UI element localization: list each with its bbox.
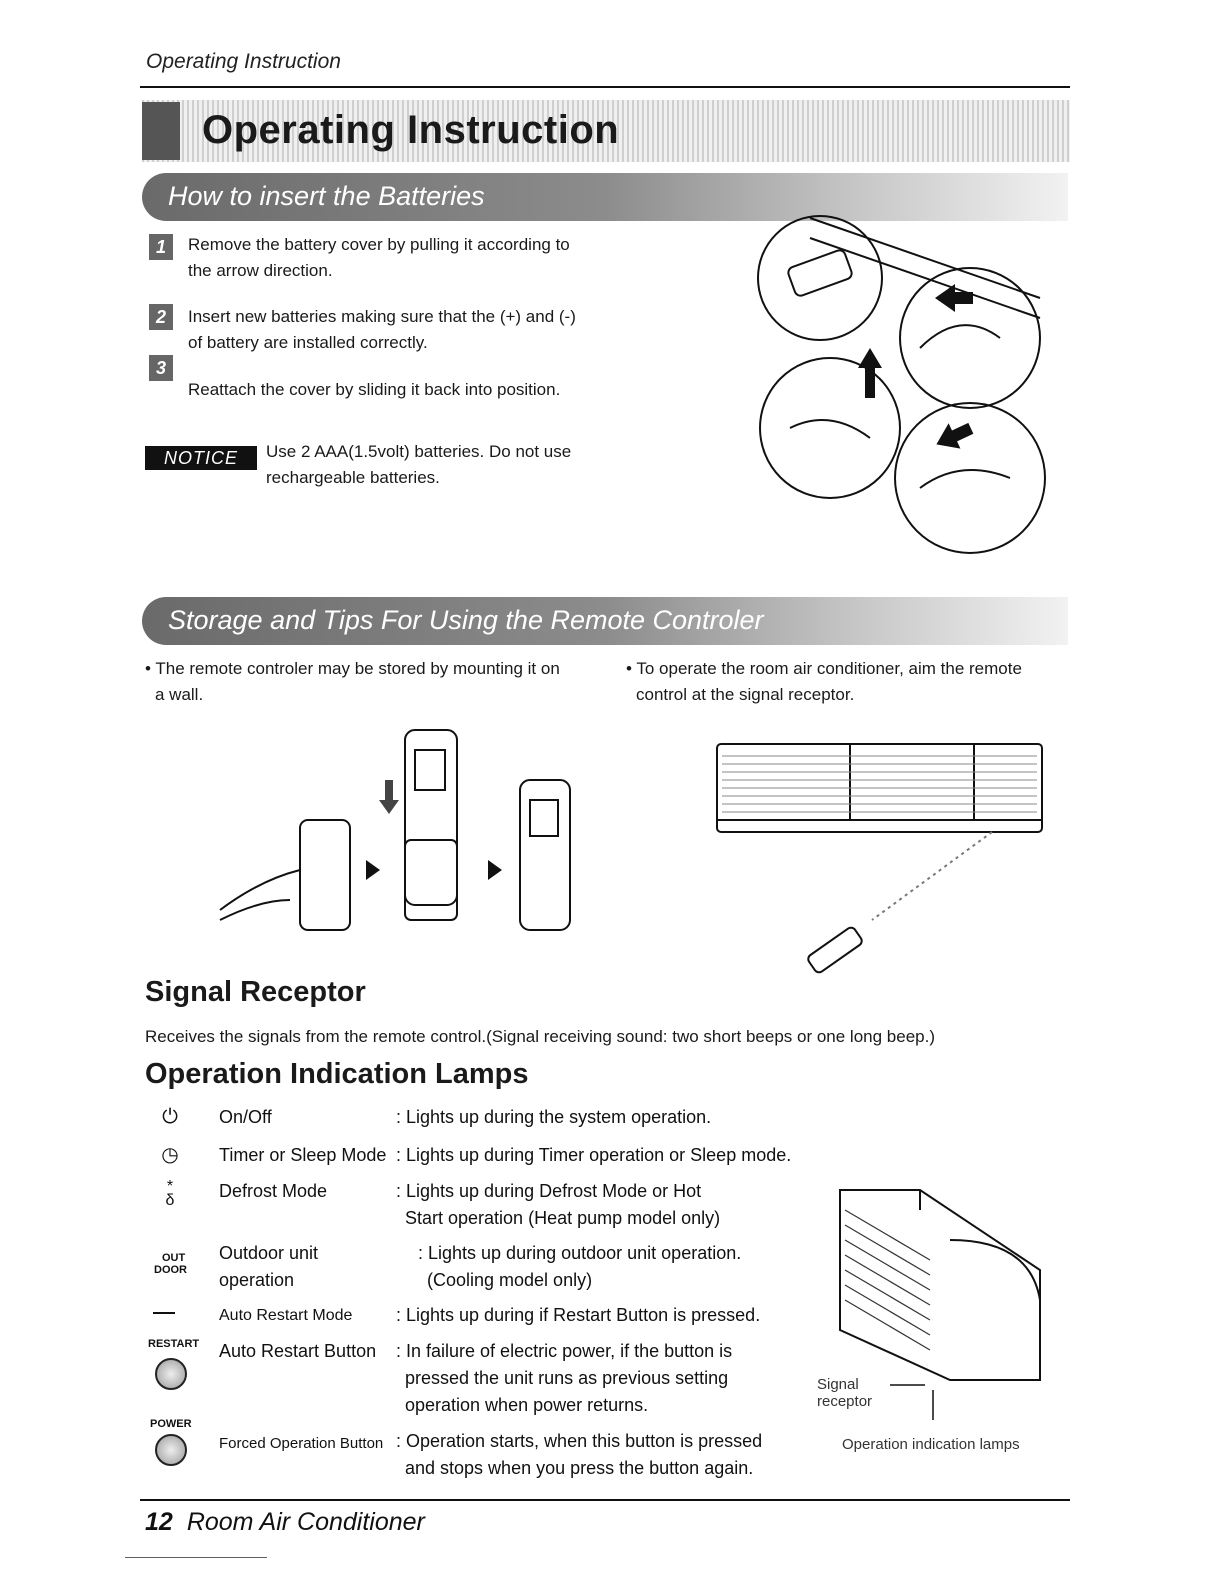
header-rule	[140, 86, 1070, 88]
lamp-desc-line1: : In failure of electric power, if the button is	[396, 1341, 733, 1361]
lamp-desc: : Lights up during Timer operation or Sleep mode.	[396, 1145, 792, 1165]
callout-line2: receptor	[817, 1393, 873, 1410]
storage-tip-left-line1: • The remote controler may be stored by mounting it on	[145, 659, 560, 678]
lamp-name: Defrost Mode	[219, 1181, 328, 1201]
signal-receptor-text: Receives the signals from the remote control.(Signal receiving sound: two short beeps or one long beep.)	[145, 1027, 935, 1046]
lamp-desc-line2: and stops when you press the button again.	[405, 1458, 754, 1478]
section-heading-storage	[142, 597, 1068, 645]
lamp-row-auto-restart-mode	[0, 1302, 820, 1332]
page-number: 12	[145, 1508, 173, 1536]
lamp-row-forced-operation	[0, 1418, 820, 1482]
outdoor-icon-label	[154, 1252, 187, 1276]
lamp-name	[219, 1240, 318, 1294]
lamp-name-line1: Outdoor unit	[219, 1243, 319, 1263]
lamp-row-outdoor	[0, 1240, 820, 1300]
restart-button-icon	[155, 1358, 187, 1390]
lamp-desc	[396, 1338, 816, 1419]
section-heading-text: How to insert the Batteries	[168, 181, 485, 211]
step-2-line1: Insert new batteries making sure that the (+) and (-)	[188, 307, 576, 326]
restart-icon-label: RESTART	[148, 1338, 200, 1350]
lamp-desc-line1: : Lights up during outdoor unit operation.	[418, 1243, 742, 1263]
operation-lamps-callout: Operation indication lamps	[842, 1436, 1020, 1453]
running-header: Operating Instruction	[146, 50, 341, 73]
title-bar	[142, 100, 1070, 162]
timer-icon: ◷	[161, 1144, 179, 1166]
footer-rule	[140, 1499, 1070, 1501]
page-footer	[145, 1508, 425, 1537]
notice-line1: Use 2 AAA(1.5volt) batteries. Do not use	[266, 442, 572, 461]
lamps-heading: Operation Indication Lamps	[145, 1058, 529, 1090]
signal-receptor-callout	[817, 1376, 872, 1410]
step-badge-1: 1	[149, 234, 173, 260]
lamp-name: Auto Restart Mode	[219, 1307, 353, 1324]
outdoor-icon-text2: DOOR	[154, 1264, 187, 1276]
lamp-desc-line1: : Lights up during Defrost Mode or Hot	[396, 1181, 702, 1201]
lamp-desc-line1: : Operation starts, when this button is pressed	[396, 1431, 763, 1451]
lamp-desc: : Lights up during the system operation.	[396, 1107, 712, 1127]
footer-title: Room Air Conditioner	[186, 1508, 425, 1536]
power-button-label: POWER	[150, 1418, 192, 1430]
storage-tip-left-line2: a wall.	[155, 685, 204, 704]
callout-line1: Signal	[817, 1376, 859, 1393]
signal-receptor-heading: Signal Receptor	[145, 976, 366, 1008]
lamp-name-line2: operation	[219, 1270, 295, 1290]
step-2-text	[188, 304, 576, 356]
storage-tip-right	[626, 656, 1022, 708]
step-1-line1: Remove the battery cover by pulling it according to	[188, 235, 570, 254]
storage-tip-right-line1: • To operate the room air conditioner, aim the remote	[626, 659, 1022, 678]
lamp-desc-line3: operation when power returns.	[405, 1395, 649, 1415]
notice-text	[266, 439, 571, 491]
aim-remote-illustration	[712, 740, 1052, 990]
lamp-row-onoff	[0, 1104, 820, 1134]
outdoor-icon-text1: OUT	[162, 1252, 186, 1264]
lamp-name: On/Off	[219, 1107, 272, 1127]
step-badge-3: 3	[149, 355, 173, 381]
lamp-desc-line2: (Cooling model only)	[427, 1270, 593, 1290]
lamp-name: Forced Operation Button	[219, 1435, 384, 1452]
lamp-row-auto-restart-button	[0, 1338, 820, 1418]
step-1-text	[188, 232, 570, 284]
section-heading-text: Storage and Tips For Using the Remote Controler	[168, 605, 764, 635]
lamp-desc-line2: Start operation (Heat pump model only)	[405, 1208, 721, 1228]
step-1-line2: the arrow direction.	[188, 261, 333, 280]
lamp-desc-line2: pressed the unit runs as previous setting	[405, 1368, 729, 1388]
defrost-icon: * δ	[165, 1178, 175, 1209]
restart-lamp-icon	[153, 1312, 175, 1314]
storage-tip-right-line2: control at the signal receptor.	[636, 685, 855, 704]
page-title: Operating Instruction	[202, 108, 620, 152]
step-3-text: Reattach the cover by sliding it back into position.	[188, 380, 561, 399]
step-2-line2: of battery are installed correctly.	[188, 333, 428, 352]
lamp-desc	[396, 1428, 816, 1482]
footer-link-underline	[125, 1557, 267, 1558]
lamp-name: Auto Restart Button	[219, 1341, 377, 1361]
wall-mount-illustration	[200, 720, 600, 950]
power-button-icon	[155, 1434, 187, 1466]
lamp-row-defrost	[0, 1178, 820, 1238]
notice-line2: rechargeable batteries.	[266, 468, 440, 487]
lamp-row-timer	[0, 1142, 820, 1172]
storage-tip-left	[145, 656, 560, 708]
step-badge-2: 2	[149, 304, 173, 330]
lamp-name: Timer or Sleep Mode	[219, 1145, 387, 1165]
lamp-desc: : Lights up during if Restart Button is pressed.	[396, 1305, 761, 1325]
battery-insert-illustration	[750, 198, 1050, 558]
lamp-desc	[418, 1240, 838, 1294]
notice-badge: NOTICE	[145, 446, 257, 470]
lamp-desc	[396, 1178, 816, 1232]
title-marker	[142, 102, 180, 160]
power-icon: ⏻	[162, 1106, 178, 1128]
